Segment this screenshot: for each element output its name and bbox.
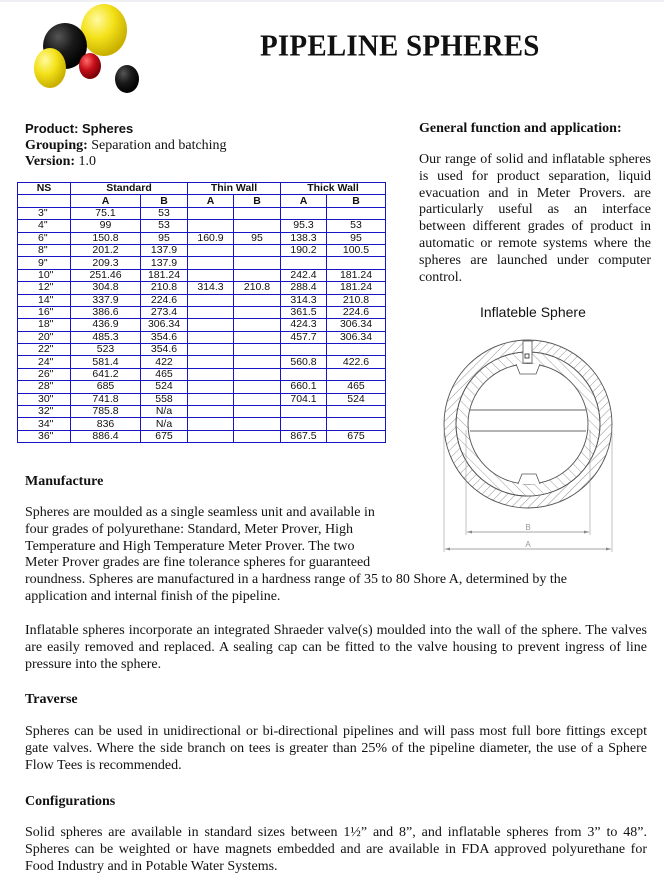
- table-cell: [188, 331, 234, 343]
- table-cell: 209.3: [71, 257, 141, 269]
- nominal-size-cell: 24": [18, 356, 71, 368]
- manufacture-paragraph-2: Inflatable spheres incorporate an integrated Shraeder valve(s) moulded into the wall of the sphere. The valves are easily removed and replaced. A sealing cap can be fitted to the valve housing to prevent ingress of line pressure into the sphere.: [25, 623, 647, 672]
- table-cell: [188, 220, 234, 232]
- table-cell: 675: [141, 430, 188, 442]
- nominal-size-cell: 22": [18, 344, 71, 356]
- table-cell: N/a: [141, 418, 188, 430]
- table-cell: [234, 393, 281, 405]
- table-cell: 581.4: [71, 356, 141, 368]
- table-row: [18, 244, 386, 256]
- table-cell: 304.8: [71, 282, 141, 294]
- table-cell: [281, 257, 327, 269]
- header-standard: Standard: [71, 183, 188, 195]
- nominal-size-cell: 28": [18, 381, 71, 393]
- table-cell: 524: [327, 393, 386, 405]
- dimension-a-label: A: [525, 540, 531, 549]
- table-cell: [234, 430, 281, 442]
- table-cell: 741.8: [71, 393, 141, 405]
- table-row: [18, 232, 386, 244]
- table-cell: [234, 381, 281, 393]
- table-cell: 160.9: [188, 232, 234, 244]
- small-black-sphere: [115, 65, 139, 93]
- table-cell: 150.8: [71, 232, 141, 244]
- small-yellow-sphere: [34, 48, 66, 88]
- table-cell: 224.6: [327, 306, 386, 318]
- table-row: [18, 282, 386, 294]
- table-cell: [327, 406, 386, 418]
- table-row: [18, 368, 386, 380]
- bottom-boss: [518, 474, 540, 484]
- table-cell: 314.3: [188, 282, 234, 294]
- table-row: [18, 393, 386, 405]
- table-cell: 181.24: [327, 269, 386, 281]
- table-cell: [188, 344, 234, 356]
- diagram-title: Inflateble Sphere: [480, 304, 586, 320]
- table-cell: 224.6: [141, 294, 188, 306]
- table-cell: 523: [71, 344, 141, 356]
- table-cell: 95: [234, 232, 281, 244]
- table-cell: 190.2: [281, 244, 327, 256]
- dimension-b-label: B: [525, 523, 531, 532]
- manufacture-heading: Manufacture: [25, 474, 104, 489]
- table-cell: 465: [141, 368, 188, 380]
- valve-core: [525, 354, 529, 358]
- configurations-heading: Configurations: [25, 794, 116, 809]
- traverse-heading: Traverse: [25, 692, 78, 707]
- table-row: [18, 331, 386, 343]
- table-cell: [188, 207, 234, 219]
- table-cell: 242.4: [281, 269, 327, 281]
- table-cell: [188, 430, 234, 442]
- table-cell: [234, 244, 281, 256]
- table-cell: [281, 207, 327, 219]
- table-cell: 422: [141, 356, 188, 368]
- nominal-size-cell: 18": [18, 319, 71, 331]
- table-cell: 704.1: [281, 393, 327, 405]
- nominal-size-cell: 14": [18, 294, 71, 306]
- table-cell: [327, 368, 386, 380]
- top-border: [0, 0, 664, 2]
- nominal-size-cell: 8": [18, 244, 71, 256]
- table-cell: [234, 207, 281, 219]
- table-cell: 785.8: [71, 406, 141, 418]
- nominal-size-cell: 3": [18, 207, 71, 219]
- table-cell: 457.7: [281, 331, 327, 343]
- sub-header: A: [188, 195, 234, 207]
- table-cell: 210.8: [234, 282, 281, 294]
- table-row: [18, 269, 386, 281]
- table-cell: [188, 269, 234, 281]
- page-title: PIPELINE SPHERES: [260, 29, 540, 63]
- table-cell: [234, 294, 281, 306]
- table-cell: 685: [71, 381, 141, 393]
- table-cell: [234, 306, 281, 318]
- table-cell: 288.4: [281, 282, 327, 294]
- table-cell: 422.6: [327, 356, 386, 368]
- table-cell: 53: [327, 220, 386, 232]
- nominal-size-cell: 16": [18, 306, 71, 318]
- valve-stem: [523, 341, 532, 363]
- large-yellow-sphere: [81, 4, 127, 56]
- text-line: Temperature and High Temperature Meter Prover. The two: [25, 538, 355, 554]
- table-cell: [234, 344, 281, 356]
- table-cell: [188, 294, 234, 306]
- table-row: [18, 344, 386, 356]
- table-cell: [281, 344, 327, 356]
- table-cell: 485.3: [71, 331, 141, 343]
- table-cell: 436.9: [71, 319, 141, 331]
- valve-boss: [516, 364, 540, 374]
- version-label: Version:: [25, 154, 76, 169]
- sub-header: A: [71, 195, 141, 207]
- table-cell: 181.24: [141, 269, 188, 281]
- product-label: Product:: [25, 121, 79, 136]
- table-cell: [234, 356, 281, 368]
- nominal-size-cell: 30": [18, 393, 71, 405]
- traverse-paragraph: Spheres can be used in unidirectional or bi-directional pipelines and will pass most full bore fittings except gate valves. Where the side branch on tees is greater than 25% of the pipeline diameter, the use of a Sphere Flow Tees is recommended.: [25, 724, 647, 773]
- table-row: [18, 356, 386, 368]
- table-cell: 210.8: [327, 294, 386, 306]
- header-thin-wall: Thin Wall: [188, 183, 281, 195]
- text-line: four grades of polyurethane: Standard, Meter Prover, High: [25, 521, 353, 537]
- table-cell: 524: [141, 381, 188, 393]
- table-cell: 306.34: [327, 319, 386, 331]
- table-cell: 867.5: [281, 430, 327, 442]
- table-cell: 95: [141, 232, 188, 244]
- sub-header: B: [141, 195, 188, 207]
- table-cell: 137.9: [141, 244, 188, 256]
- table-cell: [188, 381, 234, 393]
- configurations-paragraph: Solid spheres are available in standard sizes between 1½” and 8”, and inflatable spheres from 3” to 48”. Spheres can be weighted or have magnets embedded and are available in FDA approved polyurethane for Food Industry and in Potable Water Systems.: [25, 825, 647, 874]
- table-cell: [188, 356, 234, 368]
- table-cell: [188, 393, 234, 405]
- table-cell: 465: [327, 381, 386, 393]
- text-line: Spheres are moulded as a single seamless unit and available in: [25, 505, 375, 520]
- table-cell: 251.46: [71, 269, 141, 281]
- table-row: [18, 319, 386, 331]
- table-cell: 181.24: [327, 282, 386, 294]
- table-cell: 306.34: [141, 319, 188, 331]
- nominal-size-cell: 10": [18, 269, 71, 281]
- nominal-size-cell: 9": [18, 257, 71, 269]
- table-cell: 386.6: [71, 306, 141, 318]
- table-cell: [234, 319, 281, 331]
- table-row: [18, 257, 386, 269]
- table-cell: [281, 406, 327, 418]
- table-cell: [281, 418, 327, 430]
- table-row: [18, 418, 386, 430]
- general-function-text: Our range of solid and inflatable spheres is used for product separation, liquid evacuation and in Meter Provers. are particularly useful as an interface between different grades of product in automatic or remote systems where the spheres are launched under computer control.: [419, 152, 651, 285]
- table-cell: [188, 244, 234, 256]
- table-cell: 138.3: [281, 232, 327, 244]
- table-row: [18, 220, 386, 232]
- table-cell: [234, 220, 281, 232]
- table-cell: [234, 418, 281, 430]
- table-cell: [234, 257, 281, 269]
- table-cell: 361.5: [281, 306, 327, 318]
- table-cell: 886.4: [71, 430, 141, 442]
- table-cell: 641.2: [71, 368, 141, 380]
- table-cell: 337.9: [71, 294, 141, 306]
- table-cell: 75.1: [71, 207, 141, 219]
- table-cell: [327, 257, 386, 269]
- version-value: 1.0: [78, 154, 97, 169]
- table-cell: [281, 368, 327, 380]
- table-cell: 558: [141, 393, 188, 405]
- table-cell: 836: [71, 418, 141, 430]
- table-cell: [188, 418, 234, 430]
- table-cell: 95: [327, 232, 386, 244]
- grouping-value: Separation and batching: [91, 138, 227, 153]
- table-cell: 95.3: [281, 220, 327, 232]
- product-meta: [25, 121, 227, 170]
- sphere-sizes-table: [17, 182, 386, 443]
- table-cell: 675: [327, 430, 386, 442]
- table-cell: 660.1: [281, 381, 327, 393]
- table-cell: [327, 344, 386, 356]
- table-sub-header-row: [18, 195, 386, 207]
- grouping-label: Grouping:: [25, 138, 88, 153]
- table-row: [18, 306, 386, 318]
- table-cell: [188, 406, 234, 418]
- table-group-header-row: [18, 183, 386, 195]
- table-cell: 53: [141, 220, 188, 232]
- sub-header: A: [281, 195, 327, 207]
- red-sphere: [79, 53, 101, 79]
- nominal-size-cell: 34": [18, 418, 71, 430]
- text-line: application and internal finish of the pipeline.: [25, 588, 281, 604]
- table-cell: [234, 269, 281, 281]
- nominal-size-cell: 32": [18, 406, 71, 418]
- table-cell: [327, 207, 386, 219]
- table-cell: [188, 306, 234, 318]
- table-cell: 314.3: [281, 294, 327, 306]
- table-cell: 100.5: [327, 244, 386, 256]
- table-cell: [234, 331, 281, 343]
- table-cell: 354.6: [141, 331, 188, 343]
- table-cell: [234, 368, 281, 380]
- product-value: Spheres: [81, 121, 134, 136]
- table-cell: [234, 406, 281, 418]
- table-cell: 201.2: [71, 244, 141, 256]
- header-ns: NS: [18, 183, 71, 195]
- header-thick-wall: Thick Wall: [281, 183, 386, 195]
- table-cell: N/a: [141, 406, 188, 418]
- sub-header: B: [327, 195, 386, 207]
- nominal-size-cell: 6": [18, 232, 71, 244]
- sub-header: [18, 195, 71, 207]
- table-row: [18, 381, 386, 393]
- table-cell: [327, 418, 386, 430]
- text-line: Meter Prover grades are fine tolerance spheres for guaranteed: [25, 555, 371, 571]
- nominal-size-cell: 20": [18, 331, 71, 343]
- table-cell: 99: [71, 220, 141, 232]
- table-cell: 306.34: [327, 331, 386, 343]
- text-line: roundness. Spheres are manufactured in a hardness range of 35 to 80 Shore A, determined by the: [25, 572, 567, 588]
- general-function-heading: General function and application:: [419, 121, 622, 136]
- table-row: [18, 406, 386, 418]
- table-cell: [188, 368, 234, 380]
- colored-spheres-image: [22, 4, 152, 96]
- table-cell: 354.6: [141, 344, 188, 356]
- table-cell: 424.3: [281, 319, 327, 331]
- table-cell: [188, 319, 234, 331]
- sub-header: B: [234, 195, 281, 207]
- nominal-size-cell: 12": [18, 282, 71, 294]
- table-cell: 137.9: [141, 257, 188, 269]
- table-cell: 273.4: [141, 306, 188, 318]
- table-cell: 560.8: [281, 356, 327, 368]
- table-row: [18, 207, 386, 219]
- table-row: [18, 294, 386, 306]
- manufacture-paragraph-1: [25, 505, 664, 606]
- nominal-size-cell: 4": [18, 220, 71, 232]
- table-cell: 53: [141, 207, 188, 219]
- table-row: [18, 430, 386, 442]
- table-cell: [188, 257, 234, 269]
- nominal-size-cell: 26": [18, 368, 71, 380]
- table-cell: 210.8: [141, 282, 188, 294]
- nominal-size-cell: 36": [18, 430, 71, 442]
